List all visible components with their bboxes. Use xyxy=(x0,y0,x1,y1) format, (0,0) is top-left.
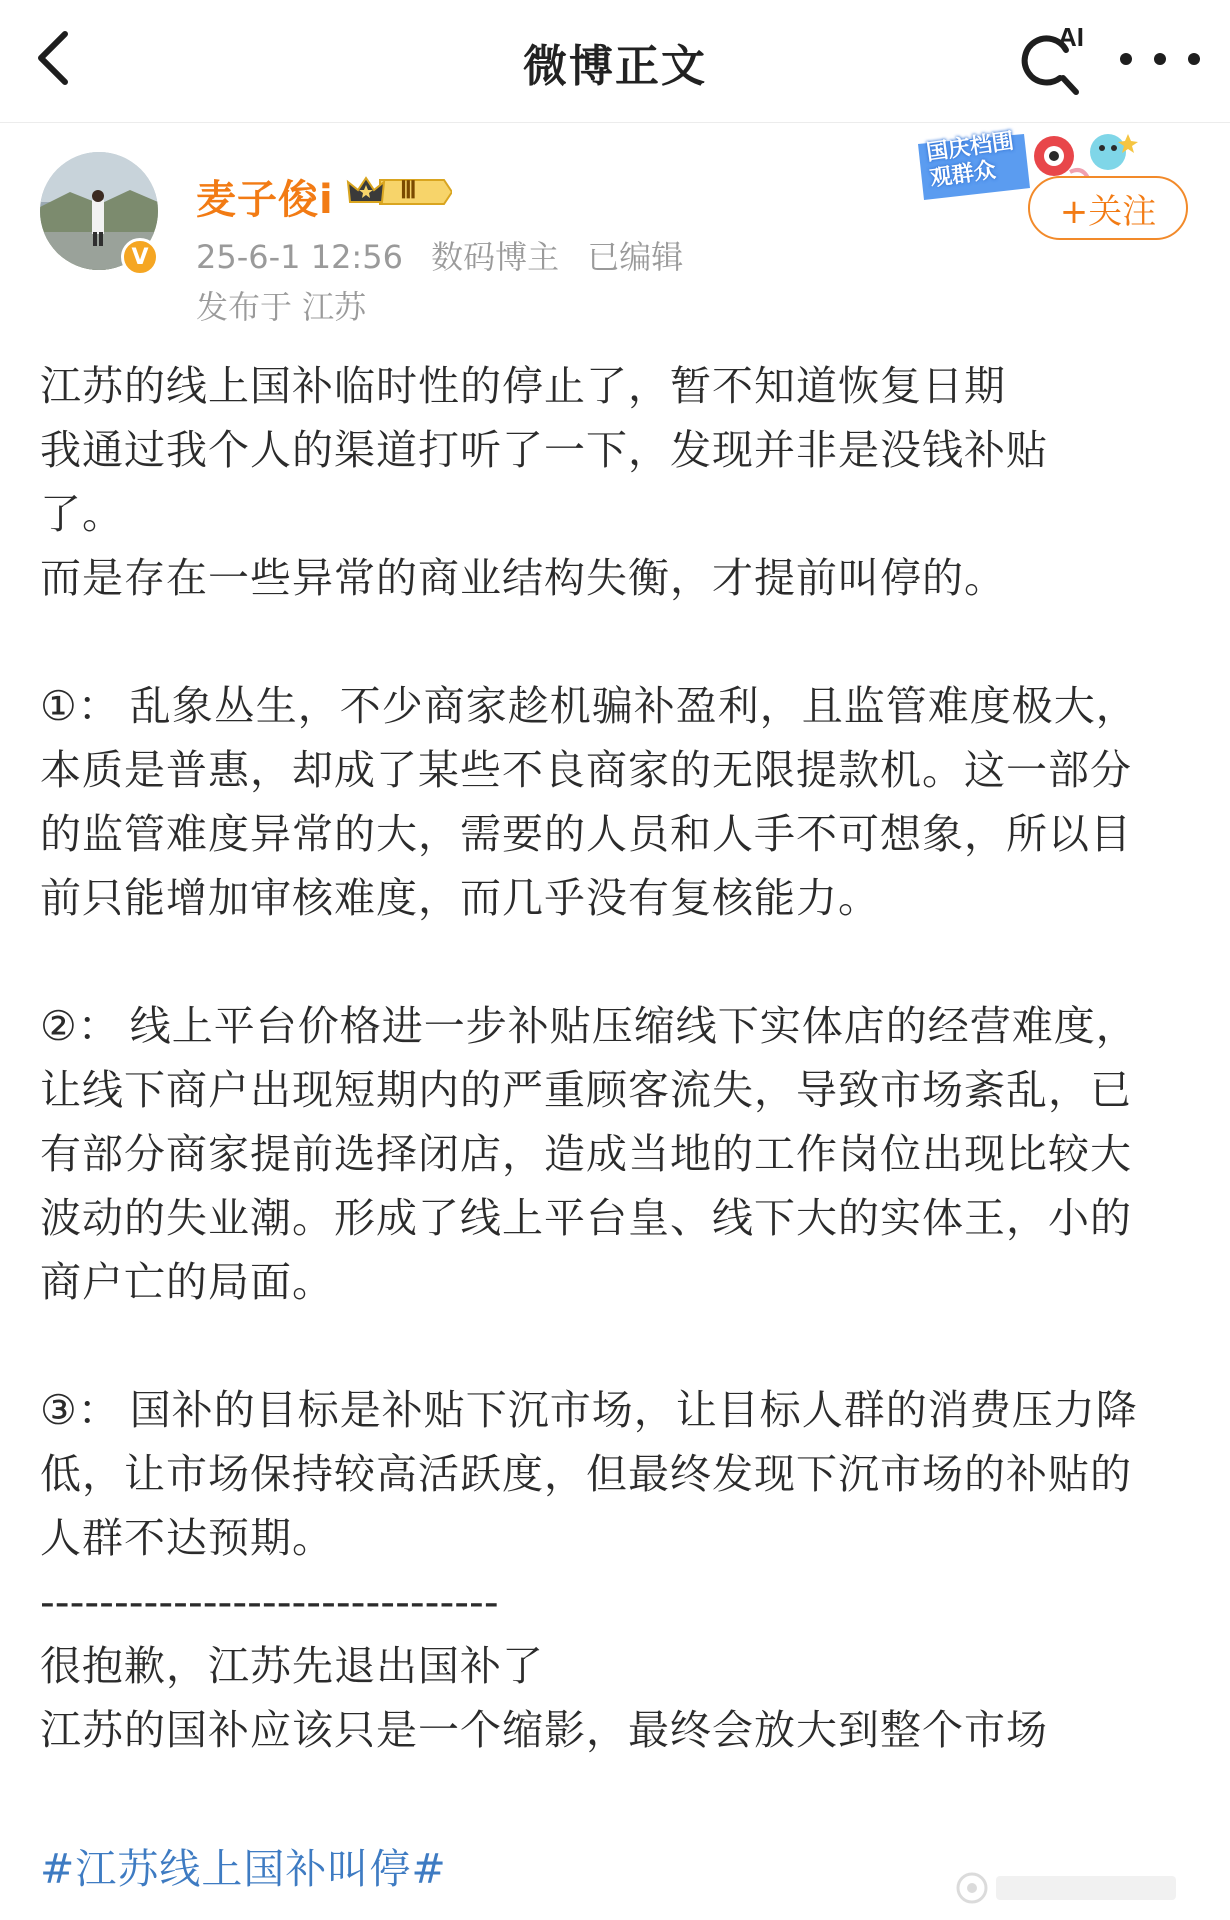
edited-label[interactable]: 已编辑 xyxy=(587,238,684,276)
post-paragraph: 而是存在一些异常的商业结构失衡，才提前叫停的。 xyxy=(40,554,1006,602)
ai-search-icon xyxy=(1016,22,1096,98)
post-paragraph: 江苏的线上国补临时性的停止了，暂不知道恢复日期 xyxy=(40,362,1006,410)
verified-badge: V xyxy=(121,238,159,276)
hashtag-link[interactable]: #江苏线上国补叫停# xyxy=(40,1845,447,1893)
post-paragraph: 江苏的国补应该只是一个缩影，最终会放大到整个市场 xyxy=(40,1706,1048,1754)
more-dot xyxy=(1120,53,1132,65)
event-sticker-text: 国庆档围观群众 xyxy=(924,128,1016,192)
post-paragraph: 很抱歉，江苏先退出国补了 xyxy=(40,1642,544,1690)
weibo-watermark xyxy=(952,1862,1192,1914)
point-text: 线上平台价格进一步补贴压缩线下实体店的经营难度，让线下商户出现短期内的严重顾客流失，导致市场紊乱，已有部分商家提前选择闭店，造成当地的工作岗位出现比较大波动的失业潮。形成了线上平台皇、线下大的实体王，小的商户亡的局面。 xyxy=(40,1002,1138,1306)
point-marker: ③： xyxy=(40,1386,120,1434)
more-dot xyxy=(1188,53,1200,65)
post-point xyxy=(40,994,1140,1314)
post-meta xyxy=(196,232,701,278)
watermark-logo xyxy=(952,1862,1192,1914)
spacer xyxy=(40,930,1190,994)
separator-line: ------------------------------- xyxy=(40,1578,499,1626)
vip-level: Ⅲ xyxy=(400,178,417,204)
author-role: 数码博主 xyxy=(431,238,560,276)
top-nav-bar xyxy=(0,0,1230,123)
point-text: 乱象丛生，不少商家趁机骗补盈利，且监管难度极大，本质是普惠，却成了某些不良商家的无限提款机。这一部分的监管难度异常的大，需要的人员和人手不可想象，所以目前只能增加审核难度，而几乎没有复核能力。 xyxy=(40,682,1138,922)
more-button[interactable] xyxy=(1120,34,1200,84)
post-time: 25-6-1 12:56 xyxy=(196,238,403,276)
spacer xyxy=(40,1314,1190,1378)
ai-search-button[interactable] xyxy=(1016,22,1096,98)
post-location: 发布于 江苏 xyxy=(196,288,367,326)
post-body xyxy=(40,354,1190,1762)
author-name[interactable]: 麦子俊i xyxy=(196,177,334,223)
spacer xyxy=(40,610,1190,674)
more-dot xyxy=(1154,53,1166,65)
point-marker: ①： xyxy=(40,682,120,730)
point-text: 国补的目标是补贴下沉市场，让目标人群的消费压力降低，让市场保持较高活跃度，但最终发现下沉市场的补贴的人群不达预期。 xyxy=(40,1386,1138,1562)
follow-button[interactable]: +关注 xyxy=(1028,176,1188,240)
post-point xyxy=(40,674,1140,930)
post-point xyxy=(40,1378,1150,1570)
vip-badge[interactable] xyxy=(346,172,452,212)
post-paragraph: 我通过我个人的渠道打听了一下，发现并非是没钱补贴了。 xyxy=(40,426,1048,538)
page-title: 微博正文 xyxy=(523,41,707,92)
ai-label: AI xyxy=(1058,22,1084,52)
crown-icon xyxy=(346,172,452,212)
point-marker: ②： xyxy=(40,1002,120,1050)
